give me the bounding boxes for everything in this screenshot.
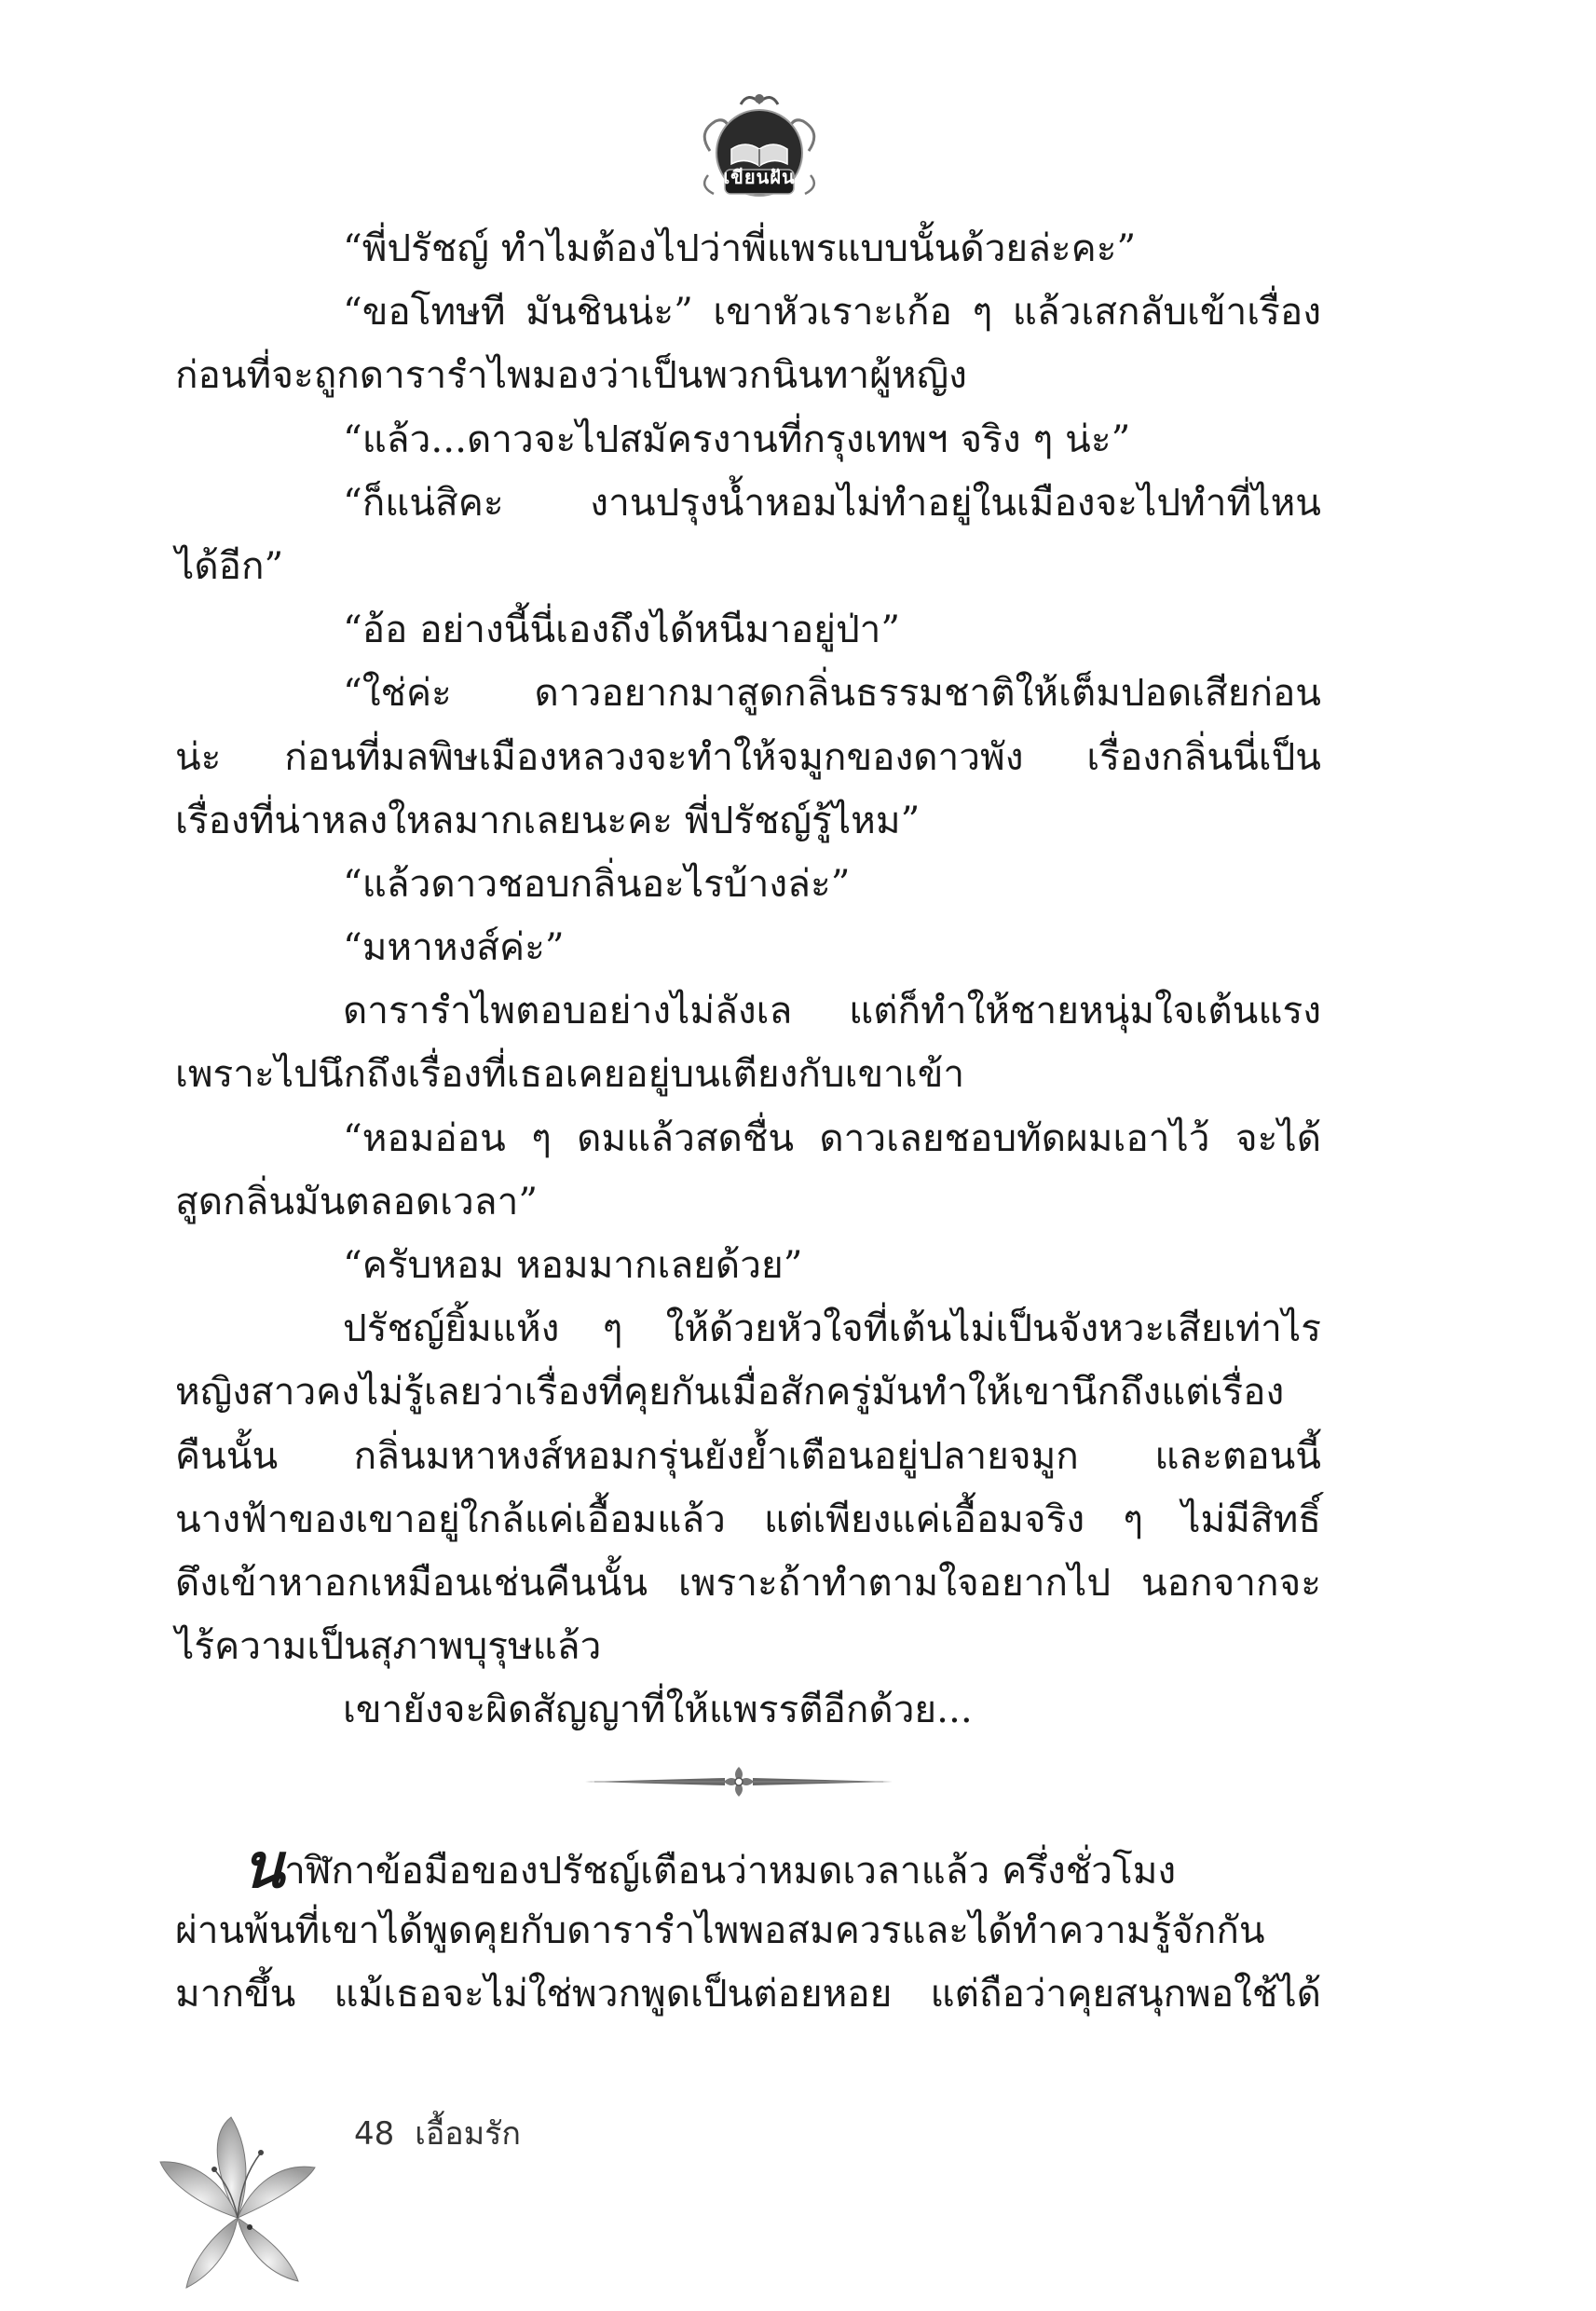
paragraph-line: น่ะ ก่อนที่มลพิษเมืองหลวงจะทำให้จมูกของดาวพัง เรื่องกลิ่นนี่เป็น [175, 733, 1321, 779]
logo-wordmark: เขียนฝัน [723, 166, 796, 188]
paragraph-line: “อ้อ อย่างนี้นี่เองถึงได้หนีมาอยู่ป่า” [343, 607, 901, 652]
section-one [175, 216, 1321, 1742]
section-break [175, 1742, 1321, 1835]
paragraph-line: “ขอโทษที มันชินน่ะ” เขาหัวเราะเก้อ ๆ แล้วเสกลับเข้าเรื่อง [343, 289, 1321, 335]
paragraph-line: “มหาหงส์ค่ะ” [343, 924, 565, 970]
section-two [175, 1828, 1321, 2026]
paragraph-line: หญิงสาวคงไม่รู้เลยว่าเรื่องที่คุยกันเมื่อสักครู่มันทำให้เขานึกถึงแต่เรื่อง [175, 1369, 1285, 1415]
paragraph-line: “หอมอ่อน ๆ ดมแล้วสดชื่น ดาวเลยชอบทัดผมเอาไว้ จะได้ [343, 1114, 1321, 1160]
paragraph-line: ไร้ความเป็นสุภาพบุรุษแล้ว [175, 1623, 602, 1669]
paragraph-line: ดึงเข้าหาอกเหมือนเช่นคืนนั้น เพราะถ้าทำตามใจอยากไป นอกจากจะ [175, 1559, 1321, 1605]
page-footer [354, 2108, 521, 2158]
paragraph-line: ได้อีก” [175, 542, 284, 588]
paragraph-line: เรื่องที่น่าหลงใหลมากเลยนะคะ พี่ปรัชญ์รู้ไหม” [175, 797, 921, 842]
publisher-logo [689, 86, 829, 207]
paragraph-line: เพราะไปนึกถึงเรื่องที่เธอเคยอยู่บนเตียงกับเขาเข้า [175, 1051, 965, 1097]
paragraph-line: “ก็แน่สิคะ งานปรุงน้ำหอมไม่ทำอยู่ในเมืองจะไปทำที่ไหน [343, 479, 1321, 525]
book-title: เอื้อมรัก [415, 2115, 521, 2153]
paragraph-line: “ครับหอม หอมมากเลยด้วย” [343, 1242, 803, 1287]
paragraph-line: “พี่ปรัชญ์ ทำไมต้องไปว่าพี่แพรแบบนั้นด้วยล่ะคะ” [343, 226, 1137, 270]
paragraph-line: ผ่านพ้นที่เขาได้พูดคุยกับดารารำไพพอสมควรและได้ทำความรู้จักกัน [175, 1907, 1265, 1952]
section-divider-ornament-icon [585, 1758, 893, 1805]
page-number: 48 [354, 2115, 395, 2153]
drop-cap-line-text: าฬิกาข้อมือของปรัชญ์เตือนว่าหมดเวลาแล้ว ครึ่งชั่วโมง [284, 1847, 1177, 1893]
paragraph-line: มากขึ้น แม้เธอจะไม่ใช่พวกพูดเป็นต่อยหอย แต่ถือว่าคุยสนุกพอใช้ได้ [175, 1970, 1321, 2016]
lily-flower-icon [158, 2115, 317, 2292]
drop-cap: น [242, 1828, 285, 1902]
chapter-text [175, 216, 1321, 2025]
paragraph-line [175, 1828, 1321, 1902]
paragraph-line: ปรัชญ์ยิ้มแห้ง ๆ ให้ด้วยหัวใจที่เต้นไม่เป็นจังหวะเสียเท่าไร [343, 1306, 1321, 1351]
paragraph-line: คืนนั้น กลิ่นมหาหงส์หอมกรุ่นยังย้ำเตือนอยู่ปลายจมูก และตอนนี้ [175, 1432, 1321, 1478]
paragraph-line: เขายังจะผิดสัญญาที่ให้แพรรตีอีกด้วย... [343, 1687, 973, 1732]
paragraph-line: “ใช่ค่ะ ดาวอยากมาสูดกลิ่นธรรมชาติให้เต็มปอดเสียก่อน [343, 670, 1321, 716]
paragraph-line: “แล้วดาวชอบกลิ่นอะไรบ้างล่ะ” [343, 860, 851, 906]
paragraph-line: “แล้ว...ดาวจะไปสมัครงานที่กรุงเทพฯ จริง ๆ น่ะ” [343, 416, 1131, 461]
paragraph-line: ดารารำไพตอบอย่างไม่ลังเล แต่ก็ทำให้ชายหนุ่มใจเต้นแรง [343, 988, 1321, 1033]
paragraph-line: สูดกลิ่นมันตลอดเวลา” [175, 1178, 539, 1224]
paragraph-line: นางฟ้าของเขาอยู่ใกล้แค่เอื้อมแล้ว แต่เพียงแค่เอื้อมจริง ๆ ไม่มีสิทธิ์ [175, 1496, 1321, 1541]
paragraph-line: ก่อนที่จะถูกดารารำไพมองว่าเป็นพวกนินทาผู้หญิง [175, 352, 967, 398]
